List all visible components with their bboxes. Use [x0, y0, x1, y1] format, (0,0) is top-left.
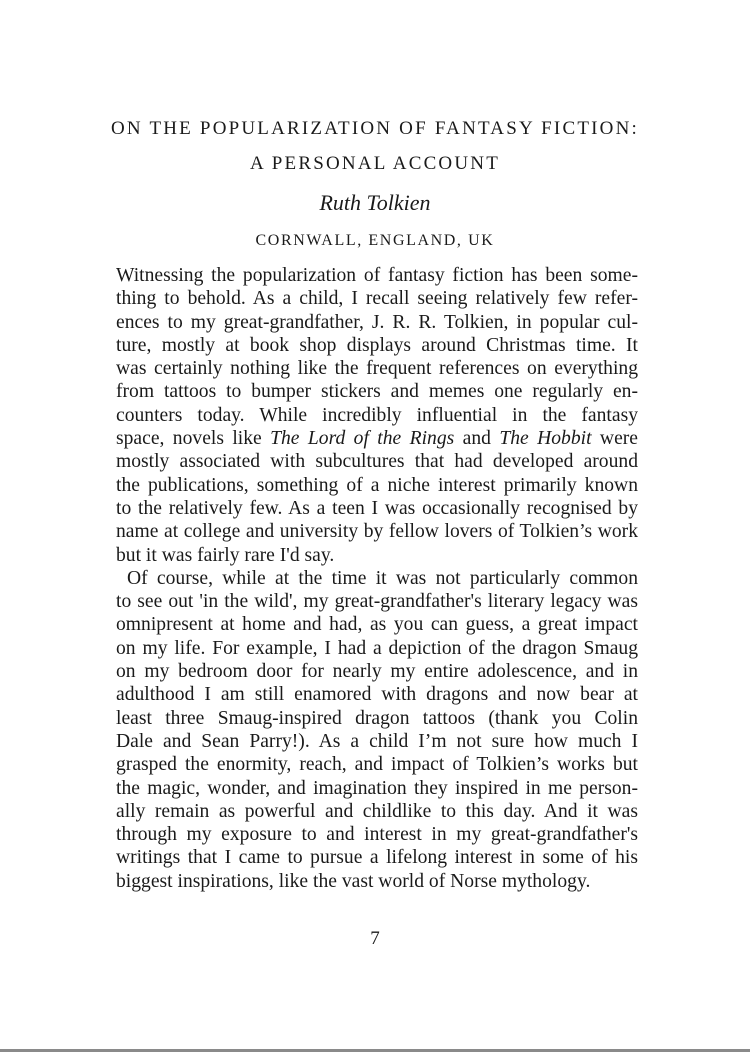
text-line: counters today. While incredibly influential in the fantasy — [116, 404, 638, 426]
text-line: but it was fairly rare I'd say. — [116, 544, 335, 566]
text-line: grasped the enormity, reach, and impact of Tolkien’s works but — [116, 754, 638, 776]
text-line: to the relatively few. As a teen I was occasionally recognised by — [116, 497, 638, 519]
book-title-hobbit: The Hobbit — [499, 428, 592, 450]
text-line: ally remain as powerful and childlike to this day. And it was — [116, 800, 638, 822]
text-line: name at college and university by fellow lovers of Tolkien’s work — [116, 521, 638, 543]
text-line: ture, mostly at book shop displays around Christmas time. It — [116, 334, 638, 356]
title-line-1: ON THE POPULARIZATION OF FANTASY FICTION: — [111, 118, 639, 139]
text-line: mostly associated with subcultures that had developed around — [116, 451, 638, 473]
text-line: biggest inspirations, like the vast world of Norse mythology. — [116, 870, 591, 892]
book-title-lotr: The Lord of the Rings — [270, 428, 455, 450]
text-line: on my bedroom door for nearly my entire adolescence, and in — [116, 661, 638, 683]
text-line: omnipresent at home and had, as you can guess, a great impact — [116, 614, 638, 636]
text-line: Of course, while at the time it was not particularly common — [127, 567, 638, 589]
text-line: ences to my great-grandfather, J. R. R. Tolkien, in popular cul- — [116, 311, 638, 333]
text-line: Witnessing the popularization of fantasy fiction has been some- — [116, 265, 638, 286]
text-segment: space, novels like — [116, 428, 271, 450]
text-line: was certainly nothing like the frequent references on everything — [116, 358, 638, 380]
text-line: on my life. For example, I had a depiction of the dragon Smaug — [116, 637, 638, 659]
text-line: thing to behold. As a child, I recall seeing relatively few refer- — [116, 288, 638, 310]
author-location: CORNWALL, ENGLAND, UK — [255, 232, 495, 249]
paragraph-2 — [116, 567, 638, 893]
text-line: adulthood I am still enamored with dragons and now bear at — [116, 684, 638, 706]
page-number: 7 — [370, 928, 380, 949]
body-text — [116, 264, 638, 893]
author-name: Ruth Tolkien — [319, 190, 431, 215]
text-line: least three Smaug-inspired dragon tattoos (thank you Colin — [116, 707, 638, 729]
text-line: from tattoos to bumper stickers and memes one regularly en- — [116, 381, 638, 403]
text-segment: were — [591, 428, 639, 450]
title-line-2: A PERSONAL ACCOUNT — [249, 153, 501, 174]
text-line: the publications, something of a niche interest primarily known — [116, 474, 638, 496]
text-segment: and — [454, 428, 500, 450]
text-line: the magic, wonder, and imagination they inspired in me person- — [116, 777, 638, 799]
text-line: writings that I came to pursue a lifelong interest in some of his — [116, 847, 638, 869]
text-line-with-book-titles — [116, 427, 638, 450]
text-line: to see out 'in the wild', my great-grandfather's literary legacy was — [116, 591, 638, 613]
paragraph-1 — [116, 264, 638, 567]
text-line: through my exposure to and interest in my great-grandfather's — [116, 824, 638, 846]
text-line: Dale and Sean Parry!). As a child I’m not sure how much I — [116, 730, 638, 752]
